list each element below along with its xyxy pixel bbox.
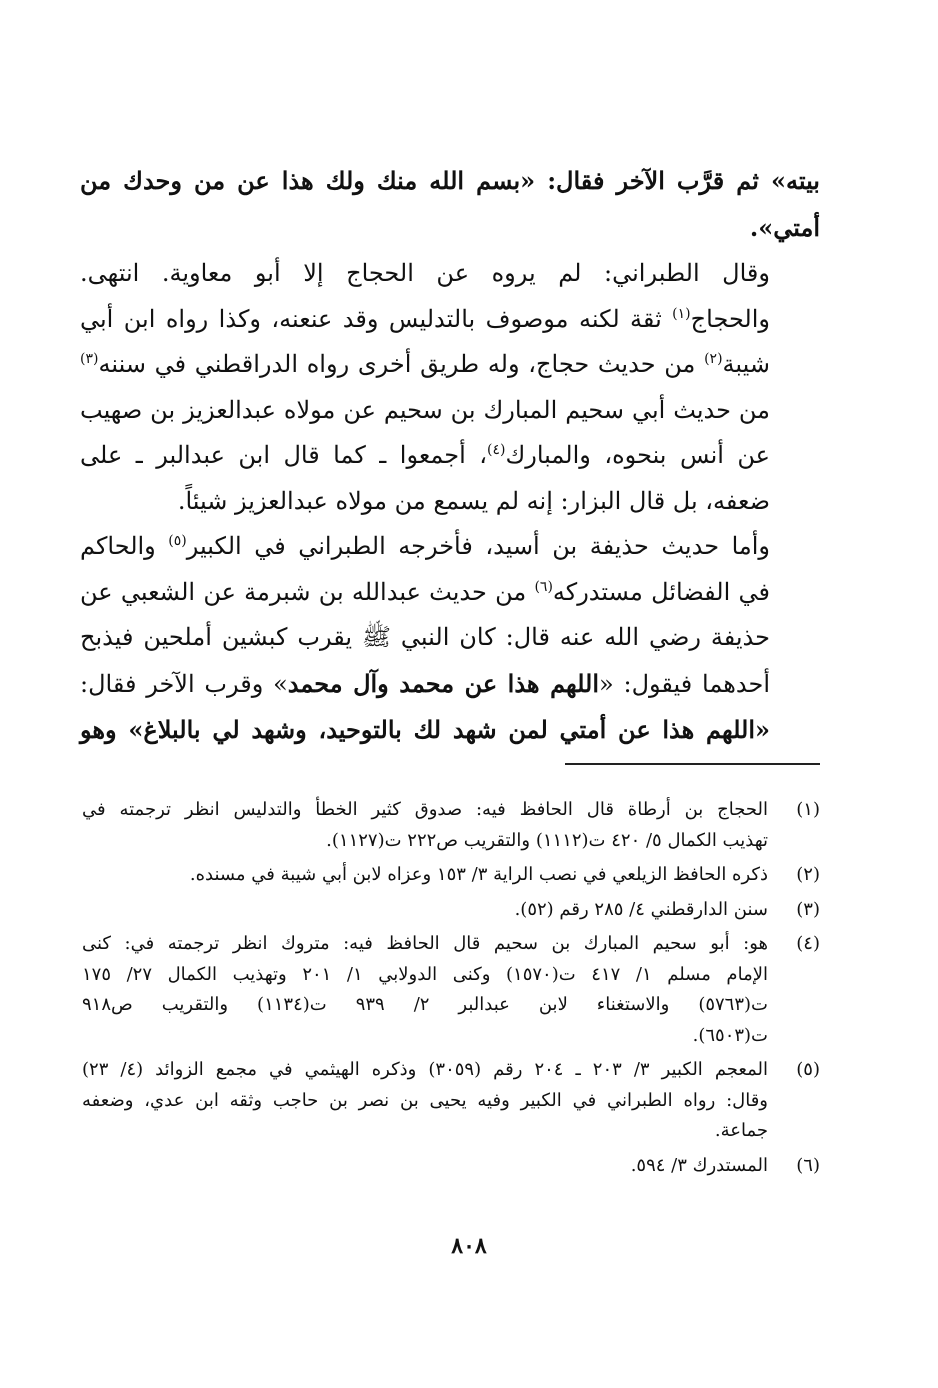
- text-span: في الفضائل مستدركه: [552, 577, 770, 606]
- footnote-4: [82, 929, 820, 1051]
- paragraph-3: [80, 524, 820, 754]
- text-line: [80, 433, 820, 479]
- paragraph-1: [80, 158, 820, 251]
- footnote-ref[interactable]: (٤): [487, 442, 506, 458]
- footnote-text: [82, 929, 768, 1051]
- footnote-line: الإمام مسلم ١/ ٤١٧ ت(١٥٧٠) وكنى الدولابي ١/ ٢٠١ وتهذيب الكمال ٢٧/ ١٧٥: [82, 963, 768, 985]
- footnote-number: (٥): [796, 1059, 820, 1080]
- text-line: [80, 342, 820, 388]
- footnotes: [82, 795, 820, 1185]
- footnote-line: هو: أبو سحيم المبارك بن سحيم قال الحافظ فيه: متروك انظر ترجمته في: كنى: [82, 933, 768, 954]
- footnote-ref[interactable]: (٣): [80, 351, 99, 367]
- text-line: [80, 524, 820, 570]
- footnote-5: [82, 1055, 820, 1147]
- footnote-number: (٤): [796, 933, 820, 954]
- footnote-line: جماعة.: [714, 1120, 768, 1141]
- page-number: ٨٠٨: [451, 1233, 487, 1259]
- bold-quote: اللهم هذا عن محمد وآل محمد: [287, 668, 600, 698]
- text-line: ضعفه، بل قال البزار: إنه لم يسمع من مولاه عبدالعزيز شيئاً.: [177, 486, 770, 515]
- footnote-line: الحجاج بن أرطاة قال الحافظ فيه: صدوق كثير الخطأ والتدليس انظر ترجمته في: [82, 799, 768, 820]
- footnote-line: ت(٦٥٠٣).: [692, 1024, 768, 1046]
- text-span: والحجاج: [690, 304, 770, 333]
- text-span: عن أنس بنحوه، والمبارك: [505, 441, 770, 469]
- footnote-1: [82, 795, 820, 856]
- text-span: ، أجمعوا ـ كما قال ابن عبدالبر ـ على: [80, 441, 488, 469]
- footnote-line: وقال: رواه الطبراني في الكبير وفيه يحيى بن نصر بن حاجب وثقه ابن عدي، وضعفه: [82, 1089, 768, 1111]
- text-line: [80, 158, 820, 205]
- text-line: وقال الطبراني: لم يروه عن الحجاج إلا أبو معاوية. انتهى.: [80, 259, 770, 287]
- footnote-number: (٣): [796, 898, 820, 920]
- footnote-number: (٦): [796, 1154, 820, 1176]
- text-span: ثقة لكنه موصوف بالتدليس وقد عنعنه، وكذا رواه ابن أبي: [80, 304, 673, 333]
- text-span: والحاكم: [80, 532, 169, 560]
- footnote-ref[interactable]: (١): [672, 305, 691, 322]
- footnote-separator: [565, 763, 820, 765]
- footnote-text: [82, 1151, 768, 1182]
- text-span: شيبة: [722, 350, 770, 378]
- footnote-2: [82, 860, 820, 891]
- footnote-text: [82, 1055, 768, 1147]
- text-line: [80, 707, 820, 754]
- text-span: » وقرب الآخر فقال:: [80, 669, 288, 698]
- text-span: وأما حديث حذيفة بن أسيد، فأخرجه الطبراني في الكبير: [186, 532, 770, 560]
- footnote-text: [82, 895, 768, 926]
- footnote-ref[interactable]: (٢): [704, 351, 723, 367]
- text-line: من حديث أبي سحيم المبارك بن سحيم عن مولاه عبدالعزيز بن صهيب: [80, 395, 771, 424]
- footnote-ref[interactable]: (٥): [168, 533, 187, 549]
- text-span: من حديث حجاج، وله طريق أخرى رواه الدراقطني في سننه: [98, 350, 705, 378]
- footnote-number: (١): [796, 799, 820, 820]
- footnote-6: [82, 1151, 820, 1182]
- footnote-line: ت(٥٧٦٣) والاستغناء لابن عبدالبر ٢/ ٩٣٩ ت(١١٣٤) والتقريب ص٩١٨: [82, 994, 768, 1015]
- text-line: [80, 297, 820, 343]
- text-line: [80, 205, 820, 252]
- text-span: أحدهما فيقول: «: [599, 669, 770, 698]
- footnote-line: المستدرك ٣/ ٥٩٤.: [630, 1154, 768, 1176]
- text-span: «: [755, 715, 771, 744]
- text-line: حذيفة رضي الله عنه قال: كان النبي ﷺ يقرب كبشين أملحين فيذبح: [80, 623, 770, 651]
- footnote-number: (٢): [796, 864, 820, 885]
- footnote-text: [82, 860, 768, 891]
- footnote-line: ذكره الحافظ الزيلعي في نصب الراية ٣/ ١٥٣ وعزاه لابن أبي شيبة في مسنده.: [189, 864, 768, 885]
- footnote-line: تهذيب الكمال ٥/ ٤٢٠ ت(١١١٢) والتقريب ص٢٢٢ ت(١١٢٧).: [326, 829, 768, 851]
- text-line: [80, 570, 820, 616]
- footnote-line: سنن الدارقطني ٤/ ٢٨٥ رقم (٥٢).: [514, 898, 768, 920]
- text-span: » وهو: [80, 715, 144, 744]
- footnote-ref[interactable]: (٦): [534, 578, 553, 595]
- text-span: من حديث عبدالله بن شبرمة عن الشعبي عن: [80, 577, 535, 606]
- text-line: [80, 661, 820, 708]
- footnote-text: [82, 795, 768, 856]
- footnote-line: المعجم الكبير ٣/ ٢٠٣ ـ ٢٠٤ رقم (٣٠٥٩) وذكره الهيثمي في مجمع الزوائد (٤/ ٢٣): [82, 1059, 768, 1080]
- text-span: أمتي».: [749, 212, 820, 242]
- paragraph-2: [80, 251, 820, 524]
- bold-quote: اللهم هذا عن أمتي لمن شهد لك بالتوحيد، وشهد لي بالبلاغ: [143, 715, 756, 744]
- footnote-3: [82, 895, 820, 926]
- text-span: بيته» ثم قرَّب الآخر فقال: «بسم الله منك ولك هذا عن من وحدك من: [80, 166, 820, 195]
- main-text: [80, 158, 820, 754]
